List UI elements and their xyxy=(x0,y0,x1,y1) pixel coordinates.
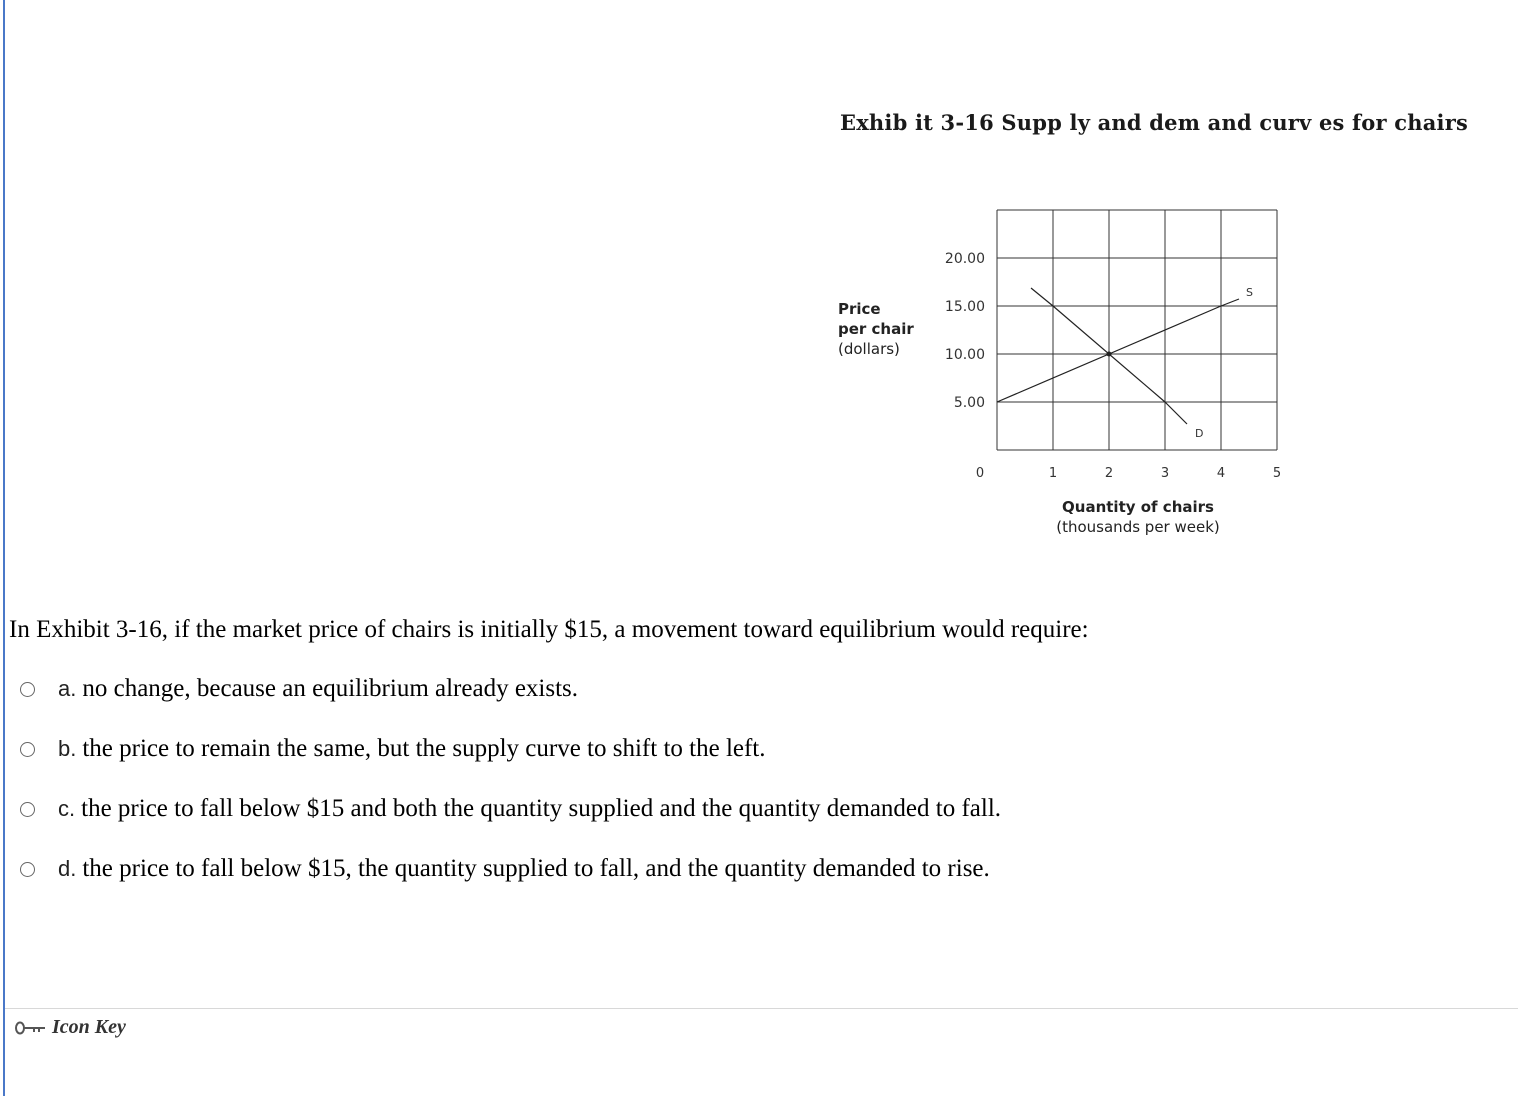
y-axis-label: (dollars) xyxy=(838,340,900,358)
y-tick-label: 15.00 xyxy=(944,299,985,315)
x-tick-label: 1 xyxy=(1048,466,1058,481)
radio-c[interactable] xyxy=(20,802,35,817)
icon-key-link[interactable] xyxy=(14,1016,126,1039)
option-b-text: the price to remain the same, but the supply curve to shift to the left. xyxy=(82,735,766,762)
option-d-letter: d. xyxy=(58,856,77,881)
option-c-letter: c. xyxy=(58,796,76,821)
footer-divider xyxy=(5,1008,1518,1009)
x-axis-label: Quantity of chairs xyxy=(1062,498,1214,516)
option-a-text: no change, because an equilibrium already exists. xyxy=(82,675,579,702)
option-a-letter: a. xyxy=(58,676,77,701)
x-tick-label: 0 xyxy=(975,466,985,481)
radio-b[interactable] xyxy=(20,742,35,757)
option-c[interactable] xyxy=(20,792,1220,826)
radio-d[interactable] xyxy=(20,862,35,877)
x-tick-label: 5 xyxy=(1272,466,1282,481)
left-border xyxy=(3,0,5,1096)
s-curve-label: S xyxy=(1246,286,1253,299)
d-curve-label: D xyxy=(1195,427,1204,440)
question-text: In Exhibit 3-16, if the market price of chairs is initially $15, a movement toward equilibrium would require: xyxy=(9,616,1089,643)
option-c-text: the price to fall below $15 and both the quantity supplied and the quantity demanded to fall. xyxy=(81,795,1002,822)
y-axis-label: Price xyxy=(838,300,881,318)
option-a[interactable] xyxy=(20,672,1220,706)
option-b[interactable] xyxy=(20,732,1220,766)
supply-demand-chart xyxy=(820,190,1300,550)
x-tick-label: 2 xyxy=(1104,466,1114,481)
y-tick-label: 10.00 xyxy=(944,347,985,363)
x-tick-label: 3 xyxy=(1160,466,1170,481)
x-axis-label: (thousands per week) xyxy=(1056,518,1220,536)
option-d[interactable] xyxy=(20,852,1220,886)
d-curve-extension xyxy=(1165,402,1187,424)
y-axis-label: per chair xyxy=(838,320,914,338)
radio-a[interactable] xyxy=(20,682,35,697)
d-curve-extension-top xyxy=(1031,288,1053,306)
equilibrium-point xyxy=(1107,352,1112,357)
icon-key-label: Icon Key xyxy=(52,1016,126,1038)
x-tick-label: 4 xyxy=(1216,466,1226,481)
exhibit-title: Exhib it 3-16 Supp ly and dem and curv es for chairs xyxy=(840,110,1469,135)
y-tick-label: 5.00 xyxy=(953,395,985,411)
option-d-text: the price to fall below $15, the quantity supplied to fall, and the quantity demanded to rise. xyxy=(82,855,990,882)
key-icon xyxy=(14,1020,46,1036)
s-curve-extension xyxy=(1221,299,1239,306)
y-tick-label: 20.00 xyxy=(944,251,985,267)
option-b-letter: b. xyxy=(58,736,77,761)
